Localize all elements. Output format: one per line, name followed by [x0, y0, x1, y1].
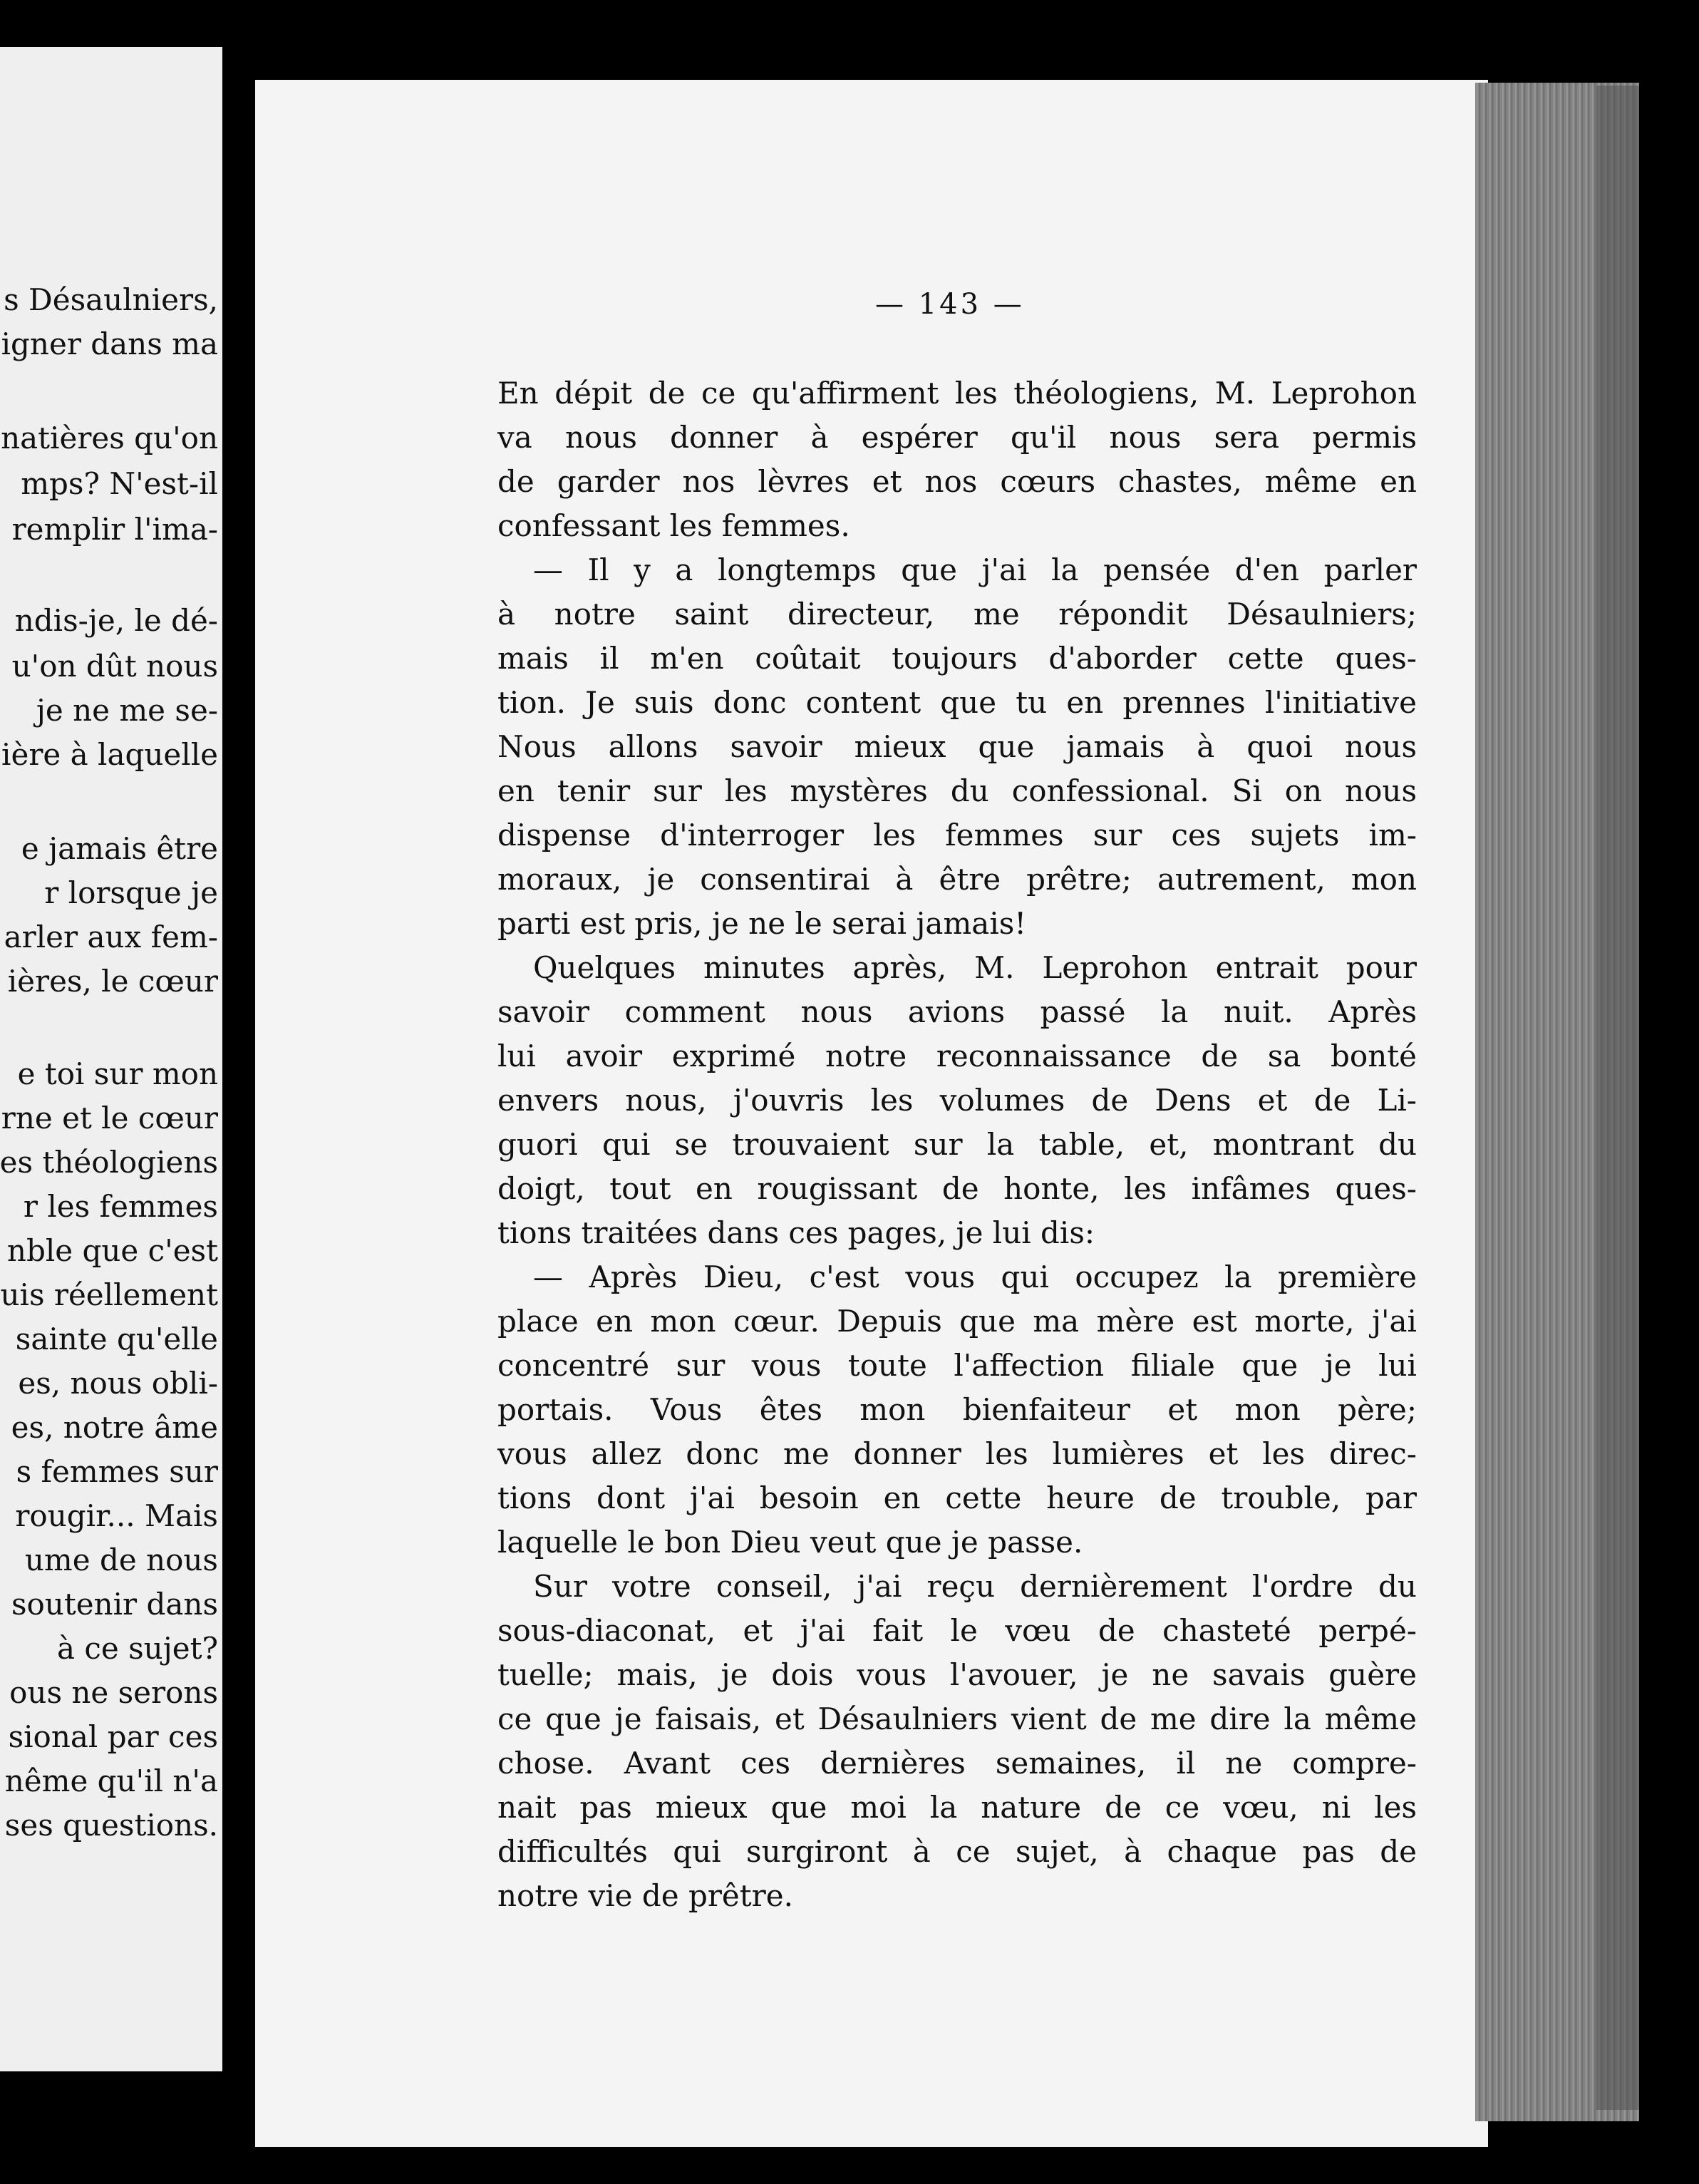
page-number: — 143 —: [875, 288, 1025, 321]
text-line: lui avoir exprimé notre reconnaissance de sa bonté: [497, 1039, 1417, 1073]
text-line: sous-diaconat, et j'ai fait le vœu de chasteté perpé-: [497, 1613, 1417, 1648]
book-gutter: [222, 29, 255, 2081]
left-line: e toi sur mon: [17, 1056, 218, 1091]
left-line: soutenir dans: [11, 1587, 218, 1622]
left-line: r les femmes: [23, 1189, 218, 1224]
left-line: e jamais être: [21, 831, 218, 866]
left-line: à ce sujet?: [57, 1631, 218, 1666]
text-line: Quelques minutes après, M. Leprohon entrait pour: [533, 950, 1417, 985]
text-line: nait pas mieux que moi la nature de ce vœu, ni les: [497, 1790, 1417, 1825]
left-line: sainte qu'elle: [15, 1322, 218, 1356]
text-line: vous allez donc me donner les lumières et les direc-: [497, 1436, 1417, 1471]
text-line: doigt, tout en rougissant de honte, les infâmes ques-: [497, 1171, 1417, 1206]
left-page: [0, 47, 222, 2071]
text-line: envers nous, j'ouvris les volumes de Dens et de Li-: [497, 1083, 1417, 1118]
left-line: uis réellement: [0, 1277, 218, 1312]
text-line: va nous donner à espérer qu'il nous sera permis: [497, 420, 1417, 455]
left-line: nême qu'il n'a: [4, 1763, 218, 1798]
text-line: — Après Dieu, c'est vous qui occupez la première: [533, 1260, 1417, 1294]
text-line: tion. Je suis donc content que tu en prennes l'initiative: [497, 685, 1417, 720]
text-line: guori qui se trouvaient sur la table, et, montrant du: [497, 1127, 1417, 1162]
left-line: ous ne serons: [9, 1675, 218, 1710]
text-line: notre vie de prêtre.: [497, 1878, 793, 1913]
text-line: concentré sur vous toute l'affection filiale que je lui: [497, 1348, 1417, 1383]
text-line: laquelle le bon Dieu veut que je passe.: [497, 1525, 1083, 1560]
text-line: — Il y a longtemps que j'ai la pensée d'en parler: [533, 552, 1417, 587]
text-line: chose. Avant ces dernières semaines, il ne compre-: [497, 1746, 1417, 1781]
left-line: je ne me se-: [36, 693, 218, 728]
left-line: s Désaulniers,: [4, 282, 218, 317]
left-line: arler aux fem-: [4, 920, 218, 954]
text-line: Nous allons savoir mieux que jamais à quoi nous: [497, 729, 1417, 764]
text-line: moraux, je consentirai à être prêtre; autrement, mon: [497, 862, 1417, 897]
left-line: s femmes sur: [16, 1454, 218, 1489]
text-line: confessant les femmes.: [497, 508, 850, 543]
left-line: ses questions.: [4, 1808, 218, 1843]
text-line: difficultés qui surgiront à ce sujet, à chaque pas de: [497, 1834, 1417, 1869]
left-line: rougir... Mais: [15, 1498, 218, 1533]
left-line: remplir l'ima-: [11, 512, 218, 547]
text-line: mais il m'en coûtait toujours d'aborder cette ques-: [497, 641, 1417, 676]
text-line: ce que je faisais, et Désaulniers vient de me dire la même: [497, 1701, 1417, 1736]
text-line: place en mon cœur. Depuis que ma mère est morte, j'ai: [497, 1304, 1417, 1339]
left-line: mps? N'est-il: [21, 466, 218, 501]
text-line: parti est pris, je ne le serai jamais!: [497, 906, 1027, 941]
text-line: tions traitées dans ces pages, je lui dis:: [497, 1215, 1095, 1250]
left-line: ière à laquelle: [1, 737, 218, 772]
right-page: [255, 80, 1488, 2147]
left-line: natières qu'on: [1, 421, 218, 455]
text-line: portais. Vous êtes mon bienfaiteur et mon père;: [497, 1392, 1417, 1427]
left-line: ndis-je, le dé-: [14, 603, 218, 638]
page-edges-shadow: [1596, 86, 1639, 2110]
left-line: sional par ces: [8, 1719, 218, 1754]
left-line: ières, le cœur: [7, 964, 218, 999]
left-line: u'on dût nous: [11, 649, 218, 684]
left-line: ume de nous: [24, 1542, 218, 1577]
text-line: Sur votre conseil, j'ai reçu dernièrement l'ordre du: [533, 1569, 1417, 1604]
text-line: En dépit de ce qu'affirment les théologiens, M. Leprohon: [497, 376, 1417, 411]
left-line: es, notre âme: [11, 1410, 218, 1445]
text-line: tions dont j'ai besoin en cette heure de trouble, par: [497, 1480, 1417, 1515]
text-line: en tenir sur les mystères du confessional. Si on nous: [497, 773, 1417, 808]
text-line: savoir comment nous avions passé la nuit. Après: [497, 994, 1417, 1029]
text-line: de garder nos lèvres et nos cœurs chastes, même en: [497, 464, 1417, 499]
left-line: nble que c'est: [6, 1233, 218, 1268]
text-line: tuelle; mais, je dois vous l'avouer, je ne savais guère: [497, 1657, 1417, 1692]
left-line: rne et le cœur: [1, 1101, 218, 1135]
left-line: r lorsque je: [44, 875, 218, 910]
left-line: es, nous obli-: [18, 1366, 218, 1401]
left-line: es théologiens: [0, 1145, 218, 1180]
left-line: igner dans ma: [1, 326, 218, 361]
text-line: dispense d'interroger les femmes sur ces sujets im-: [497, 818, 1417, 853]
text-line: à notre saint directeur, me répondit Désaulniers;: [497, 597, 1417, 632]
